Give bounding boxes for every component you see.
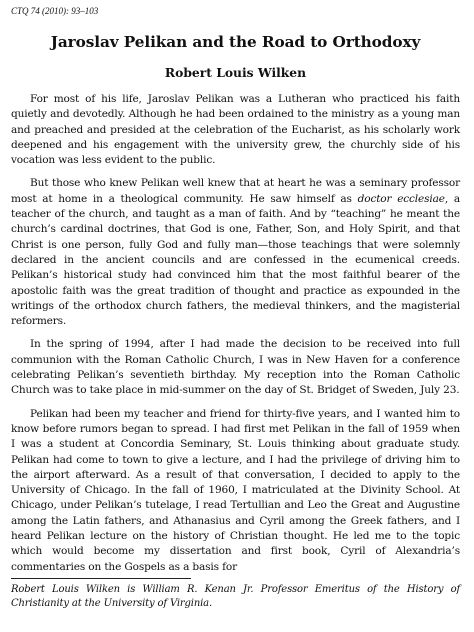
author-footnote: Robert Louis Wilken is William R. Kenan Jr. Professor Emeritus of the History of Christianity at the University of Virginia. [11,583,460,609]
italic-term-doctor-ecclesiae: doctor ecclesiae [357,192,445,205]
article-author: Robert Louis Wilken [164,65,307,80]
body-paragraph-3: In the spring of 1994, after I had made the decision to be received into full communion with the Roman Catholic Church, I was in New Haven for a conference celebrating Pelikan’s seventieth birthday. My reception into the Roman Catholic Church was to take place in mid-summer on the day of St. Bridget of Sweden, July 23. [11,338,460,397]
article-title: Jaroslav Pelikan and the Road to Orthodoxy [50,33,421,51]
paragraph-2-text-start: But those who knew Pelikan well knew that at heart he was a seminary professor most at home in a theological community. He saw himself as [11,177,460,205]
running-head: CTQ 74 (2010): 93–103 [11,6,99,16]
body-paragraph-1: For most of his life, Jaroslav Pelikan was a Lutheran who practiced his faith quietly and devotedly. Although he had been ordained to the ministry as a young man and preached and presided at the celebration of the Eucharist, as his scholarly work deepened and his engagement with the university grew, the churchly side of his vocation was less evident to the public. [11,93,460,167]
body-paragraph-2 [11,176,460,329]
paragraph-2-text-end: , a teacher of the church, and taught as a man of faith. And by “teaching” he meant the church’s cardinal doctrines, that God is one, Father, Son, and Holy Spirit, and that Christ is one person, fully God and fully man—those teachings that were solemnly declared in the ancient councils and are confessed in the ecumenical creeds. Pelikan’s historical study had convinced him that the most faithful bearer of the apostolic faith was the great tradition of thought and practice as expounded in the writings of the orthodox church fathers, the medieval thinkers, and the magisterial reformers. [11,192,461,328]
body-paragraph-4: Pelikan had been my teacher and friend for thirty-five years, and I wanted him to know before rumors began to spread. I had first met Pelikan in the fall of 1959 when I was a student at Concordia Seminary, St. Louis thinking about graduate study. Pelikan had come to town to give a lecture, and I had the privilege of driving him to the airport afterward. As a result of that conversation, I decided to apply to the University of Chicago. In the fall of 1960, I matriculated at the Divinity School. At Chicago, under Pelikan’s tutelage, I read Tertullian and Leo the Great and Augustine among the Latin fathers, and Athanasius and Cyril among the Greek fathers, and I heard Pelikan lecture on the history of Christian thought. He led me to the topic which would become my dissertation and first book, Cyril of Alexandria’s commentaries on the Gospels as a basis for [11,407,460,573]
footnote-divider [11,578,191,579]
article-body [11,92,460,575]
